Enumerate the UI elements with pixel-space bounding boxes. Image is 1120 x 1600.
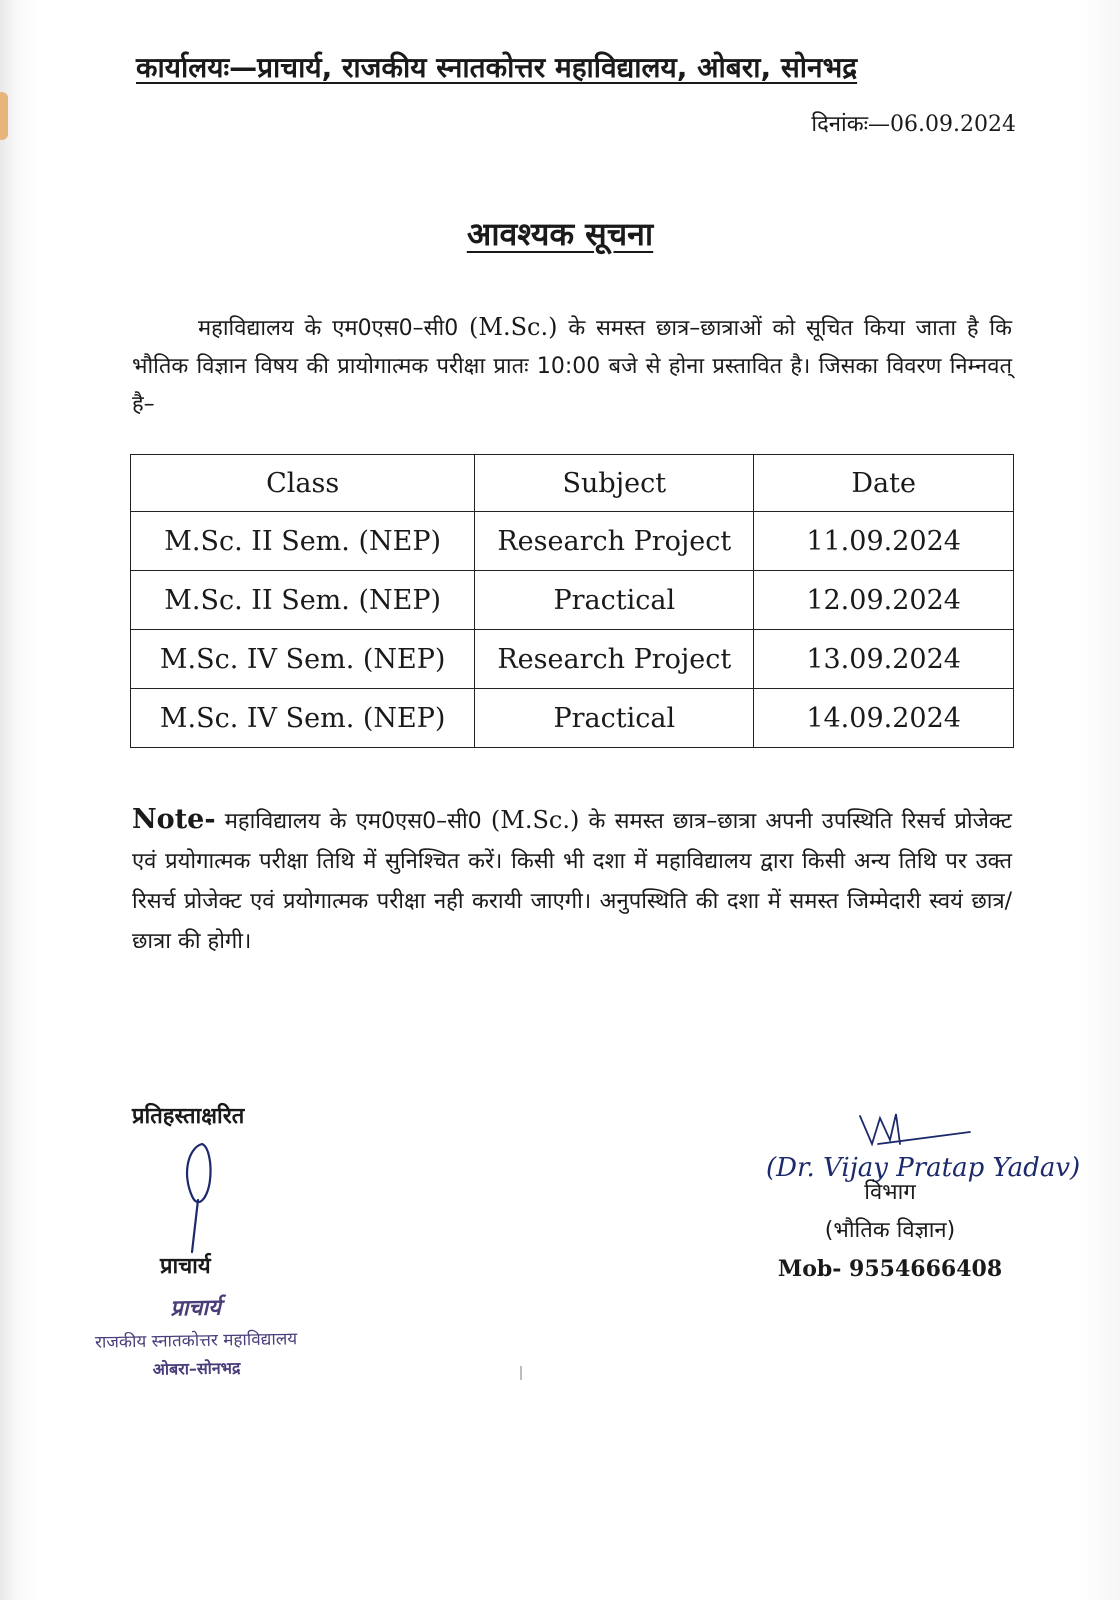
hod-mobile: Mob- 9554666408 xyxy=(777,1256,1003,1282)
note-part1: महाविद्यालय के एम0एस0–सी0 xyxy=(215,809,491,834)
note-course: (M.Sc.) xyxy=(490,806,580,834)
cell-date: 12.09.2024 xyxy=(754,571,1014,630)
table-row xyxy=(131,571,1014,630)
cell-date: 13.09.2024 xyxy=(754,630,1014,689)
cell-date: 14.09.2024 xyxy=(754,689,1014,748)
cell-subject: Practical xyxy=(475,689,754,748)
principal-stamp xyxy=(35,1289,356,1382)
table-row xyxy=(131,689,1014,748)
countersigned-label: प्रतिहस्ताक्षरित xyxy=(132,1104,245,1129)
schedule-table xyxy=(130,454,1014,748)
hod-block xyxy=(770,1176,1010,1282)
table-row xyxy=(131,512,1014,571)
principal-signature-mark xyxy=(168,1140,238,1260)
stamp-place: ओबरा–सोनभद्र xyxy=(152,1358,241,1379)
notice-date: दिनांकः—06.09.2024 xyxy=(811,112,1016,137)
paper-edge-mark xyxy=(0,92,8,140)
cell-class: M.Sc. IV Sem. (NEP) xyxy=(131,689,475,748)
notice-body-part1: महाविद्यालय के एम0एस0–सी0 xyxy=(198,316,470,341)
notice-body-course: (M.Sc.) xyxy=(469,313,558,341)
stamp-college: राजकीय स्नातकोत्तर महाविद्यालय xyxy=(94,1329,298,1353)
stamp-title: प्राचार्य xyxy=(169,1295,222,1322)
hod-dept: विभाग xyxy=(864,1180,916,1205)
header-subject: Subject xyxy=(475,455,754,512)
office-header: कार्यालयः—प्राचार्य, राजकीय स्नातकोत्तर महाविद्यालय, ओबरा, सोनभद्र xyxy=(136,51,858,84)
note-paragraph xyxy=(132,800,1012,962)
notice-title: आवश्यक सूचना xyxy=(466,215,654,253)
cell-subject: Research Project xyxy=(475,512,754,571)
cell-class: M.Sc. II Sem. (NEP) xyxy=(131,571,475,630)
cell-subject: Research Project xyxy=(475,630,754,689)
cell-class: M.Sc. IV Sem. (NEP) xyxy=(131,630,475,689)
scan-mark xyxy=(520,1366,522,1380)
principal-title: प्राचार्य xyxy=(160,1254,211,1279)
cell-subject: Practical xyxy=(475,571,754,630)
schedule-header-row xyxy=(131,455,1014,512)
hod-handwritten-name: (Dr. Vijay Pratap Yadav) xyxy=(766,1153,1081,1183)
hod-subject: (भौतिक विज्ञान) xyxy=(824,1218,956,1243)
header-class: Class xyxy=(131,455,475,512)
note-part2: के समस्त छात्र–छात्रा अपनी उपस्थिति रिसर्च प्रोजेक्ट एवं प्रयोगात्मक परीक्षा तिथि में सुनिश्चित करें। किसी भी दशा में महाविद्यालय द्वारा किसी अन्य तिथि पर उक्त रिसर्च प्रोजेक्ट एवं प्रयोगात्मक परीक्षा नही करायी जाएगी। अनुपस्थिति की दशा में समस्त जिम्मेदारी स्वयं छात्र/छात्रा की होगी। xyxy=(132,809,1013,954)
cell-class: M.Sc. II Sem. (NEP) xyxy=(131,512,475,571)
table-row xyxy=(131,630,1014,689)
notice-body xyxy=(132,308,1012,424)
cell-date: 11.09.2024 xyxy=(754,512,1014,571)
notice-body-part2: के समस्त छात्र–छात्राओं को सूचित किया जाता है कि भौतिक विज्ञान विषय की प्रायोगात्मक परीक्षा प्रातः 10:00 बजे से होना प्रस्तावित है। जिसका विवरण निम्नवत् है– xyxy=(132,316,1013,417)
header-date: Date xyxy=(754,455,1014,512)
note-label: Note- xyxy=(132,804,216,835)
